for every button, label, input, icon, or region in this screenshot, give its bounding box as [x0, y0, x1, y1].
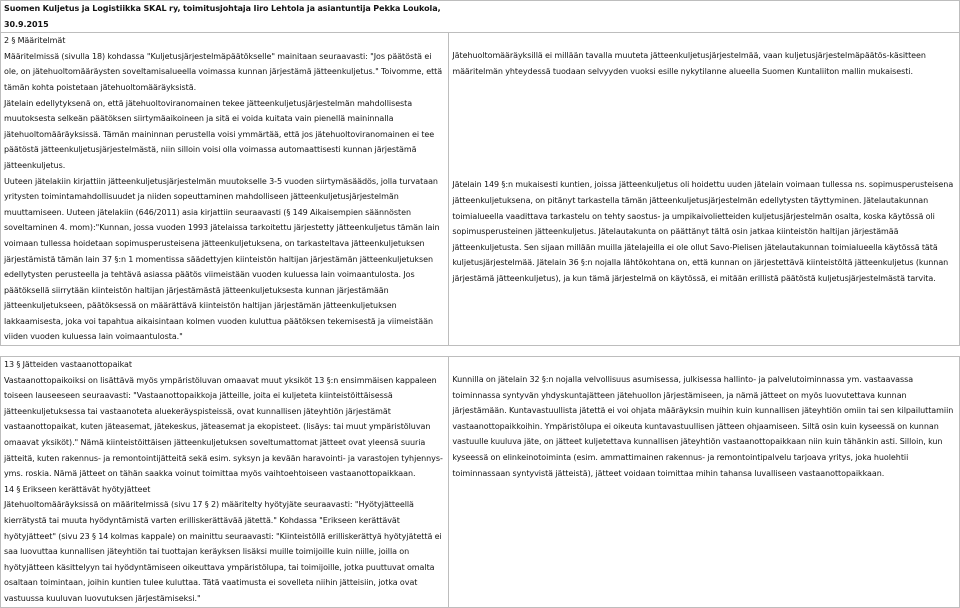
header-row — [1, 1, 960, 33]
section-2-comment-p1: Vastaanottopaikoiksi on lisättävä myös ympäristöluvan omaavat muut yksiköt 13 §:n ensimmäisen kappaleen toiseen lauseeseen seuraavasti: "Vastaanottopaikkoja jätteille, joita ei kuljeteta kiinteistöittäisessä jätteenkuljetuksessa tai vastaanoteta aluekeräyspisteissä, ovat kunnallisen jäteyhtiön järjestämät vastaanottopaikat, kuten jäteasemat, jätekeskus, jäteasemat ja ekopisteet. (lisäys: tai muut ympäristöluvan omaavat yksiköt)." Nämä kiinteistöittäisen jätteenkuljetuksen soveltumattomat jätteet ovat yleensä suuria jätteitä, kuten rakennus- ja remontointijätteitä sekä esim. syksyn ja kevään haravointi- ja varastojen tyhjennys- yms. roskia. Nämä jätteet on tähän saakka voinut toimittaa myös vaihtoehtoiseen vastaanottopaikkaan. — [4, 375, 443, 479]
section-1-row — [1, 33, 960, 346]
section-1-comment-cell — [1, 33, 449, 346]
header-line-2: 30.9.2015 — [4, 19, 49, 29]
section-2-heading-2: 14 § Erikseen kerättävät hyötyjätteet — [4, 484, 151, 494]
section-1-heading: 2 § Määritelmät — [4, 36, 66, 46]
section-1-comment-p3: Uuteen jätelakiin kirjattiin jätteenkuljetusjärjestelmän muutokselle 3-5 vuoden siirtymäsäädös, jolla turvataan yritysten toimintamahdollisuudet ja niiden sopeuttaminen mahdolliseen jätteenkuljetusjärjestelmän muuttamiseen. Uuteen jätelakiin (646/2011) asia kirjattiin seuraavasti (§ 149 Aikaisempien säännösten soveltaminen 4. mom):"Kunnan, jossa vuoden 1993 jätelaissa tarkoitettu järjestetty jätteenkuljetus tämän lain voimaan tullessa hoidetaan sopimusperusteisena jätteenkuljetuksena, on tarkasteltava jätteenkuljetuksen järjestämistä tämän lain 37 §:n 1 momentissa säädettyjen kiinteistön haltijan järjestämän jätteenkuljetuksen edellytysten perusteella ja tehtävä asiassa päätös viimeistään vuoden kuluessa lain voimaantulosta. Jos päätöksellä siirrytään kiinteistön haltijan järjestämästä jätteenkuljetuksesta kunnan järjestämään jätteenkuljetukseen, päätöksessä on määrättävä kiinteistön haltijan järjestämän jätteenkuljetuksen lakkaamisesta, joka voi tapahtua aikaisintaan kolmen vuoden kuluttua päätöksen tekemisestä ja viimeistään viiden vuoden kuluessa lain voimaantulosta." — [4, 176, 440, 342]
section-2-heading: 13 § Jätteiden vastaanottopaikat — [4, 360, 132, 370]
section-gap — [1, 346, 960, 357]
section-2-row — [1, 357, 960, 608]
section-2-response-p1: Kunnilla on jätelain 32 §:n nojalla velvollisuus asumisessa, julkisessa hallinto- ja palvelutoiminnassa ym. vastaavassa toiminnassa syntyvän yhdyskuntajätteen jätehuollon järjestämiseen, ja nämä jätteet on myös luovutettava kunnan järjestämään. Kuntavastuullista jätettä ei voi ohjata määräyksin muihin kuin kunnallisen jäteyhtiön omiin tai sen kilpailuttamiin vastaanottopaikkoihin. Ympäristölupa ei oikeuta kuntavastuullisen jätteen ohjaamiseen. Siltä osin kuin kyseessä on kunnan vastuulle kuuluva jäte, on jätteet kuljetettava kunnallisen jäteyhtiön vastaanottopaikkaan niin kuin tähänkin asti. Silloin, kun kyseessä on elinkeinotoiminta (esim. ammattimainen rakennus- ja remontointipalvelu tarjoava yritys, joka huolehtii toiminnassaan syntyvistä jätteistä), jätteet voidaan toimittaa mihin tahansa luvalliseen vastaanottopaikkaan. — [452, 375, 954, 478]
header-cell — [1, 1, 960, 33]
section-1-response-spacer — [452, 79, 957, 177]
section-1-comment-p2: Jätelain edellytyksenä on, että jätehuoltoviranomainen tekee jätteenkuljetusjärjestelmän mahdollisesta muutoksesta selkeän päätöksen siirtymäaikoineen ja sitä ei voida kuitata vain pienellä maininnalla jätehuoltomääräyksissä. Tämän maininnan perustella voisi ymmärtää, että jos jätehuoltoviranomainen ei tee päätöstä jätteenkuljetusjärjestelmästä, niin silloin voisi olla voimassa automaattisesti kunnan järjestämä jätteenkuljetus. — [4, 98, 435, 170]
section-2-response-cell — [449, 357, 960, 608]
section-1-response-p1: Jätehuoltomääräyksillä ei millään tavalla muuteta jätteenkuljetusjärjestelmää, vaan kuljetusjärjestelmäpäätös-käsitteen määritelmän yhteydessä tuodaan selvyyden vuoksi esille nykytilanne alueella Suomen Kuntaliiton mallin mukaisesti. — [452, 51, 926, 76]
header-line-1: Suomen Kuljetus ja Logistiikka SKAL ry, toimitusjohtaja Iiro Lehtola ja asiantuntija Pekka Loukola, — [4, 4, 441, 13]
section-1-response-cell — [449, 33, 960, 346]
section-1-comment-p1: Määritelmissä (sivulla 18) kohdassa "Kuljetusjärjestelmäpäätökselle" mainitaan seuraavasti: "Jos päätöstä ei ole, on jätehuoltomääräysten soveltamisalueella voimassa kunnan järjestämä jätteenkuljetus." Toivomme, että tämän kohta poistetaan jätehuoltomääräyksistä. — [4, 51, 443, 92]
section-2-comment-cell — [1, 357, 449, 608]
section-gap-row — [1, 346, 960, 357]
section-1-response-p2: Jätelain 149 §:n mukaisesti kuntien, joissa jätteenkuljetus oli hoidettu uuden jätelain voimaan tullessa ns. sopimusperusteisena jätteenkuljetuksena, on pitänyt tarkastella tämän jätteenkuljetusjärjestelmän edellytysten täyttyminen. Jätelautakunnan toimialueella vaadittava tarkastelu on tehty saostus- ja umpikaivolietteiden kuljetusjärjestelmän osalta, koska käytössä oli sopimusperusteinen jätteenkuljetus. Jätelautakunta on päättänyt tältä osin jatkaa kiinteistön haltijan järjestämää jätteenkuljetusta. Sen sijaan millään muilla jätelajeilla ei ole ollut Savo-Pielisen jätelautakunnan toimialueella käytössä tätä kuljetusjärjestelmää. Jätelain 36 §:n nojalla lähtökohtana on, että kunnan on järjestettävä kiinteistöltä jätteenkuljetus (kunnan järjestämä jätteenkuljetus), ja kun tämä järjestelmä on käytössä, ei mitään erillistä päätöstä kuljetusjärjestelmästä tarvita. — [452, 180, 954, 283]
section-2-comment-p2: Jätehuoltomääräyksissä on määritelmissä (sivu 17 § 2) määritelty hyötyjäte seuraavasti: "Hyötyjätteellä kierrätystä tai muuta hyödyntämistä varten erilliskerättävää jätettä." Kohdassa "Erikseen kerättävät hyötyjätteet" (sivu 23 § 14 kolmas kappale) on mainittu seuraavasti: "Kiinteistöllä erilliskerättyä hyötyjätettä ei saa luovuttaa kunnallisen jäteyhtiön tai tuottajan keräyksen lisäksi muille toimijoille kuin niille, joilla on hyötyjätteen käsittelyyn tai hyödyntämiseen oikeuttava ympäristölupa, tai toimijoille, jotka puuttuvat omalta osaltaan toimintaan, joihin kuntien tulee kuluttaa. Tätä vaatimusta ei sovelleta niihin jätteisiin, jotka ovat vastuussa kuuluvan luovutuksen järjestämiseksi." — [4, 500, 442, 603]
